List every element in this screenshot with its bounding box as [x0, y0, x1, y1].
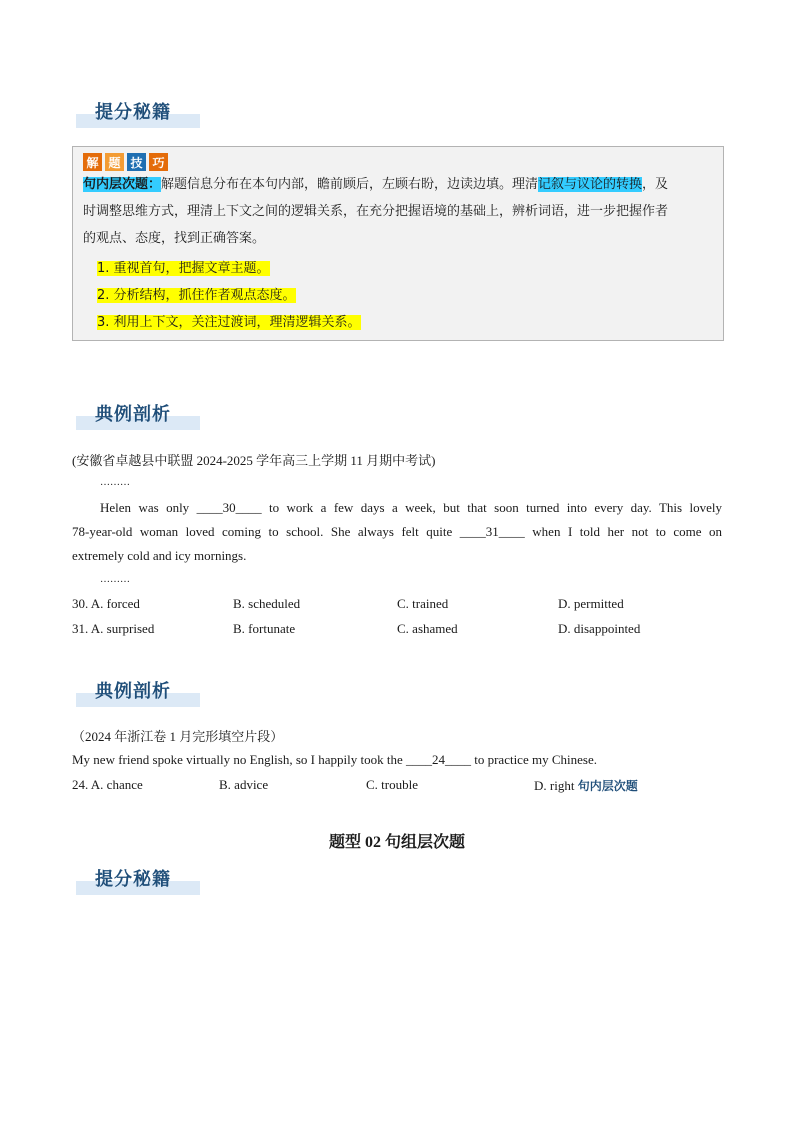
example1-ellipsis: ………: [100, 477, 130, 488]
q31-option-a: 31. A. surprised: [72, 621, 155, 636]
badge-group: [83, 153, 168, 171]
section-title: 提分秘籍: [95, 869, 171, 890]
q24-option-d-row: [534, 777, 638, 794]
section-title: 典例剖析: [95, 681, 171, 702]
badge-ji: 技: [127, 153, 146, 171]
section-header-example-1: [76, 400, 204, 434]
example1-passage-line1: Helen was only ____30____ to work a few days a week, but that soon turned into every day. This lovely: [100, 500, 722, 515]
q24-option-a: 24. A. chance: [72, 777, 143, 792]
tip-paragraph-line2: 时调整思维方式，理清上下文之间的逻辑关系，在充分把握语境的基础上，辨析词语，进一步把握作者: [83, 204, 669, 219]
q31-option-c: C. ashamed: [397, 621, 458, 636]
tips-box: [72, 146, 724, 341]
section-title: 提分秘籍: [95, 102, 171, 123]
q24-option-d: D. right: [534, 778, 575, 793]
tip-text-b: ，及: [642, 177, 669, 192]
q30-option-c: C. trained: [397, 596, 449, 611]
example2-source: （2024 年浙江卷 1 月完形填空片段）: [72, 729, 284, 744]
q31-option-b: B. fortunate: [233, 621, 296, 636]
section-header-example-2: [76, 677, 204, 711]
q30-option-a: 30. A. forced: [72, 596, 140, 611]
example2-sentence: My new friend spoke virtually no English, so I happily took the ____24____ to practice my Chinese.: [72, 752, 597, 767]
section-title: 典例剖析: [95, 404, 171, 425]
q30-option-b: B. scheduled: [233, 596, 301, 611]
q24-option-b: B. advice: [219, 777, 269, 792]
tip-item-2: 2. 分析结构，抓住作者观点态度。: [97, 288, 296, 303]
tip-paragraph-line1: [83, 171, 715, 198]
tip-item-1: 1. 重视首句，把握文章主题。: [97, 261, 270, 276]
tip-item-3: 3. 利用上下文，关注过渡词，理清逻辑关系。: [97, 315, 361, 330]
tip-text-a: 解题信息分布在本句内部，瞻前顾后，左顾右盼，边读边填。理清: [161, 177, 539, 192]
badge-ti: 题: [105, 153, 124, 171]
example1-source: (安徽省卓越县中联盟 2024-2025 学年高三上学期 11 月期中考试): [72, 453, 436, 468]
example1-passage-line2: 78-year-old woman loved coming to school. She always felt quite ____31____ when I told her not to come on: [72, 524, 722, 539]
section-header-tips: [76, 98, 204, 132]
section-header-tips-2: [76, 865, 204, 899]
tip-highlight: 记叙与议论的转换: [538, 177, 643, 192]
question-type-tag: 句内层次题: [577, 779, 638, 793]
example1-passage-line3: extremely cold and icy mornings.: [72, 548, 247, 563]
type-02-title: 题型 02 句组层次题: [328, 834, 465, 851]
badge-qiao: 巧: [149, 153, 168, 171]
tip-paragraph-line3: 的观点、态度，找到正确答案。: [83, 231, 266, 246]
example1-ellipsis-2: ………: [100, 574, 130, 585]
badge-jie: 解: [83, 153, 102, 171]
q31-option-d: D. disappointed: [558, 621, 641, 636]
tip-label: 句内层次题：: [83, 177, 162, 192]
q30-option-d: D. permitted: [558, 596, 624, 611]
q24-option-c: C. trouble: [366, 777, 418, 792]
